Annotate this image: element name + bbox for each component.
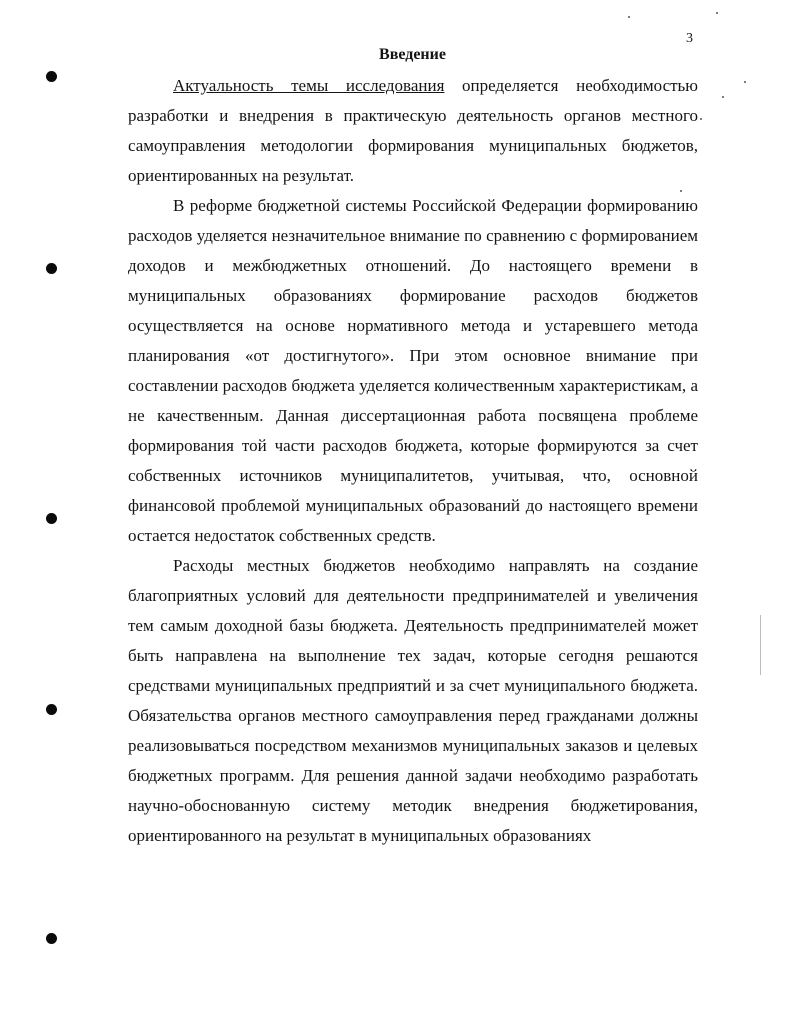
- underlined-lead: Актуальность темы исследования: [173, 76, 445, 95]
- scan-edge-line: [760, 615, 761, 675]
- punch-hole-5: [46, 933, 57, 944]
- paragraph-1: [128, 71, 698, 191]
- punch-hole-1: [46, 71, 57, 82]
- scan-speck: [722, 96, 724, 98]
- scan-speck: [700, 118, 702, 120]
- punch-hole-2: [46, 263, 57, 274]
- page-number: 3: [686, 31, 693, 46]
- punch-hole-3: [46, 513, 57, 524]
- paragraph-1-text: определяется необходимостью разработки и внедрения в практическую деятельность органов местного самоуправления методологии формирования муниципальных бюджетов, ориентированных на результат.: [128, 76, 698, 185]
- paragraph-2: В реформе бюджетной системы Российской Федерации формированию расходов уделяется незначительное внимание по сравнению с формированием доходов и межбюджетных отношений. До настоящего времени в муниципальных образованиях формирование расходов бюджетов осуществляется на основе нормативного метода и устаревшего метода планирования «от достигнутого». При этом основное внимание при составлении расходов бюджета уделяется количественным характеристикам, а не качественным. Данная диссертационная работа посвящена проблеме формирования той части расходов бюджета, которые формируются за счет собственных источников муниципалитетов, учитывая, что, основной финансовой проблемой муниципальных образований до настоящего времени остается недостаток собственных средств.: [128, 196, 698, 545]
- page-title: Введение: [379, 46, 446, 63]
- paragraph-3: Расходы местных бюджетов необходимо направлять на создание благоприятных условий для деятельности предпринимателей и увеличения тем самым доходной базы бюджета. Деятельность предпринимателей может быть направлена на выполнение тех задач, которые сегодня решаются средствами муниципальных предприятий и за счет муниципального бюджета. Обязательства органов местного самоуправления перед гражданами должны реализовываться посредством механизмов муниципальных заказов и целевых бюджетных программ. Для решения данной задачи необходимо разработать научно-обоснованную систему методик внедрения бюджетирования, ориентированного на результат в муниципальных образованиях: [128, 556, 698, 845]
- body-text: [128, 71, 698, 851]
- punch-hole-4: [46, 704, 57, 715]
- scan-speck: [744, 81, 746, 83]
- scan-speck: [716, 12, 718, 14]
- scan-speck: [628, 16, 630, 18]
